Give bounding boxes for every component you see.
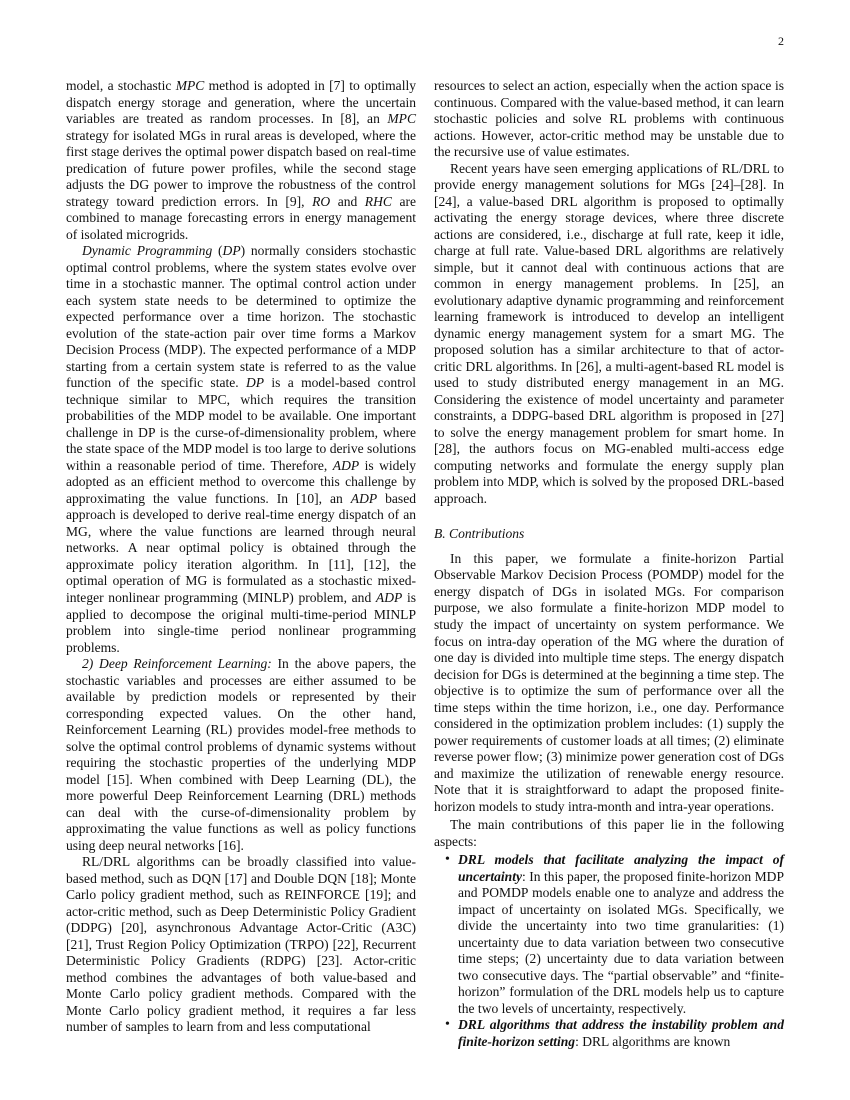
term-mpc: MPC <box>387 111 416 127</box>
list-item-text: : DRL algorithms are known <box>575 1033 731 1049</box>
term-mpc: MPC <box>175 78 205 93</box>
paragraph-mpc-methods <box>66 78 416 243</box>
paragraph-dynamic-programming <box>66 243 416 656</box>
list-item <box>458 852 784 1017</box>
right-column <box>434 78 784 1050</box>
text-run: ) normally considers stochastic optimal control problems, where the system states evolve over time in a stochastic manner. The optimal control action under each system state needs to be determined to optimize the expected performance over a time horizon. The stochastic evolution of the state-action pair over time forms a Markov Decision Process (MDP). The expected performance of a MDP starting from a certain system state is referred to as the value function of the specific state. <box>66 243 416 391</box>
term-adp: ADP <box>375 589 403 605</box>
text-run: based approach is developed to derive real-time energy dispatch of an MG, where the value functions are learned through neural networks. A near optimal policy is obtained through the approximate policy iteration algorithm. In [11], [12], the optimal operation of MG is formulated as a stochastic mixed-integer nonlinear programming (MINLP) problem, and <box>66 490 416 605</box>
paragraph-rl-applications: Recent years have seen emerging applications of RL/DRL to provide energy management solutions for MGs [24]–[28]. In [24], a value-based DRL algorithm is proposed to optimally activating the energy storage devices, where three discrete actions are considered, i.e., discharge at full rate, keep it idle, charge at full rate. Value-based DRL algorithms are relatively simple, but it cannot deal with continuous actions that are common in energy management problems. In [25], an evolutionary adaptive dynamic programming and reinforcement learning framework is introduced to develop an intelligent dynamic energy management system for a smart MG. The proposed solution has a similar architecture to that of actor-critic DRL algorithms. In [26], a multi-agent-based RL model is used to study distributed energy management in an MG. Considering the existence of model uncertainty and parameter constraints, a DDPG-based DRL algorithm is proposed in [27] to solve the energy management problem for smart home. In [28], the authors focus on MG-enabled multi-access edge computing networks and formulate the energy supply plan problem into MDP, which is solved by the proposed DRL-based approach. <box>434 160 784 506</box>
text-run: strategy for isolated MGs in rural areas is developed, where the first stage derives the optimal power dispatch based on real-time predication of future power profiles, while the second stage adjusts the DG power to improve the robustness of the control strategy toward prediction errors. In [9], <box>66 127 416 209</box>
term-dp: DP <box>222 243 241 259</box>
paragraph-formulation: In this paper, we formulate a finite-horizon Partial Observable Markov Decision Process (POMDP) model for the energy dispatch of DGs in isolated MGs. For comparison purpose, we also formulate a finite-horizon MDP model to study the impact of uncertainty on system performance. We focus on intra-day operation of the MG where the duration of one day is divided into multiple time steps. The energy dispatch decision for DGs is determined at the beginning a time step. The objective is to optimize the sum of performance over all the time steps within the time horizon, i.e., one day. Performance considered in the optimization problem includes: (1) supply the power requirements of customer loads at all times; (2) eliminate reverse power flow; (3) minimize power generation cost of DGs and maximize the utilization of renewable energy resource. Note that it is straightforward to adapt the proposed finite-horizon models to study intra-month and intra-year operations. <box>434 550 784 814</box>
paragraph-main-contributions-intro: The main contributions of this paper lie in the following aspects: <box>434 817 784 849</box>
term-dynamic-programming: Dynamic Programming <box>82 243 213 259</box>
list-item-text: : In this paper, the proposed finite-horizon MDP and POMDP models enable one to analyze and address the impact of uncertainty on isolated MGs. Specifically, we divide the uncertainty into two time granularities: (1) uncertainty due to data variation between two consecutive time steps; (2) uncertainty due to data variation between two consecutive days. The “partial observable” and “finite-horizon” formulation of the DRL models help us to capture the two levels of uncertainty, respectively. <box>458 868 784 1016</box>
term-dp: DP <box>245 375 265 391</box>
subsection-heading-drl: 2) Deep Reinforcement Learning: <box>82 656 272 672</box>
list-item-title: DRL models that facilitate analyzing the impact of uncertainty <box>458 852 784 884</box>
paragraph-actor-critic: resources to select an action, especially when the action space is continuous. Compared with the value-based method, it can learn stochastic policies and solve RL problems with continuous actions. However, actor-critic method may be unstable due to the recursive use of value estimates. <box>434 78 784 160</box>
left-column <box>66 78 416 1036</box>
term-ro: RO <box>312 193 331 209</box>
text-run: is widely adopted as an efficient method to overcome this challenge by approximating the value functions. In [10], an <box>66 457 417 506</box>
text-run: is applied to decompose the original multi-time-period MINLP problem into single-time period nonlinear programming problems. <box>66 589 416 655</box>
page-number: 2 <box>778 34 784 48</box>
text-run: ( <box>212 243 223 259</box>
paragraph-rl-classification: RL/DRL algorithms can be broadly classified into value-based method, such as DQN [17] and Double DQN [18]; Monte Carlo policy gradient method, such as REINFORCE [19]; and actor-critic method, such as Deep Deterministic Policy Gradient (DDPG) [20], asynchronous Advantage Actor-Critic (A3C) [21], Trust Region Policy Optimization (TRPO) [22], Recurrent Deterministic Policy Gradients (RDPG) [23]. Actor-critic method combines the advantages of both value-based and Monte Carlo policy gradient methods. Compared with the Monte Carlo policy gradient method, it requires a far less number of samples to learn from and less computational <box>66 854 416 1035</box>
list-item-title: DRL algorithms that address the instability problem and finite-horizon setting <box>458 1017 784 1049</box>
text-run: are combined to manage forecasting errors in energy management of isolated microgrids. <box>66 193 416 242</box>
text-run: In the above papers, the stochastic variables and processes are either assumed to be available by prediction models or represented by their corresponding expected values. On the other hand, Reinforcement Learning (RL) provides model-free methods to solve the optimal control problems of dynamic systems without requiring the stochastic properties of the underlying MDP model [15]. When combined with Deep Learning (DL), the more powerful Deep Reinforcement Learning (DRL) methods can deal with the curse-of-dimensionality problem by approximating the value functions as well as policy functions using deep neural networks [16]. <box>66 656 416 853</box>
contributions-list <box>434 852 784 1050</box>
term-rhc: RHC <box>364 193 392 209</box>
term-adp: ADP <box>332 457 360 473</box>
section-heading-contributions: B. Contributions <box>434 526 525 542</box>
term-adp: ADP <box>350 490 378 506</box>
paragraph-deep-reinforcement-learning <box>66 656 416 854</box>
list-item <box>458 1017 784 1050</box>
text-run: is a model-based control technique similar to MPC, which requires the transition probabilities of the MDP model to be available. One important challenge in DP is the curse-of-dimensionality problem, where the state space of the MDP model is too large to derive solutions within a reasonable period of time. Therefore, <box>66 375 417 473</box>
text-run: method is adopted in [7] to optimally dispatch energy storage and generation, where the uncertain variables are treated as random processes. In [8], an <box>66 78 416 127</box>
text-run: model, a stochastic <box>66 78 176 93</box>
text-run: and <box>330 193 365 209</box>
